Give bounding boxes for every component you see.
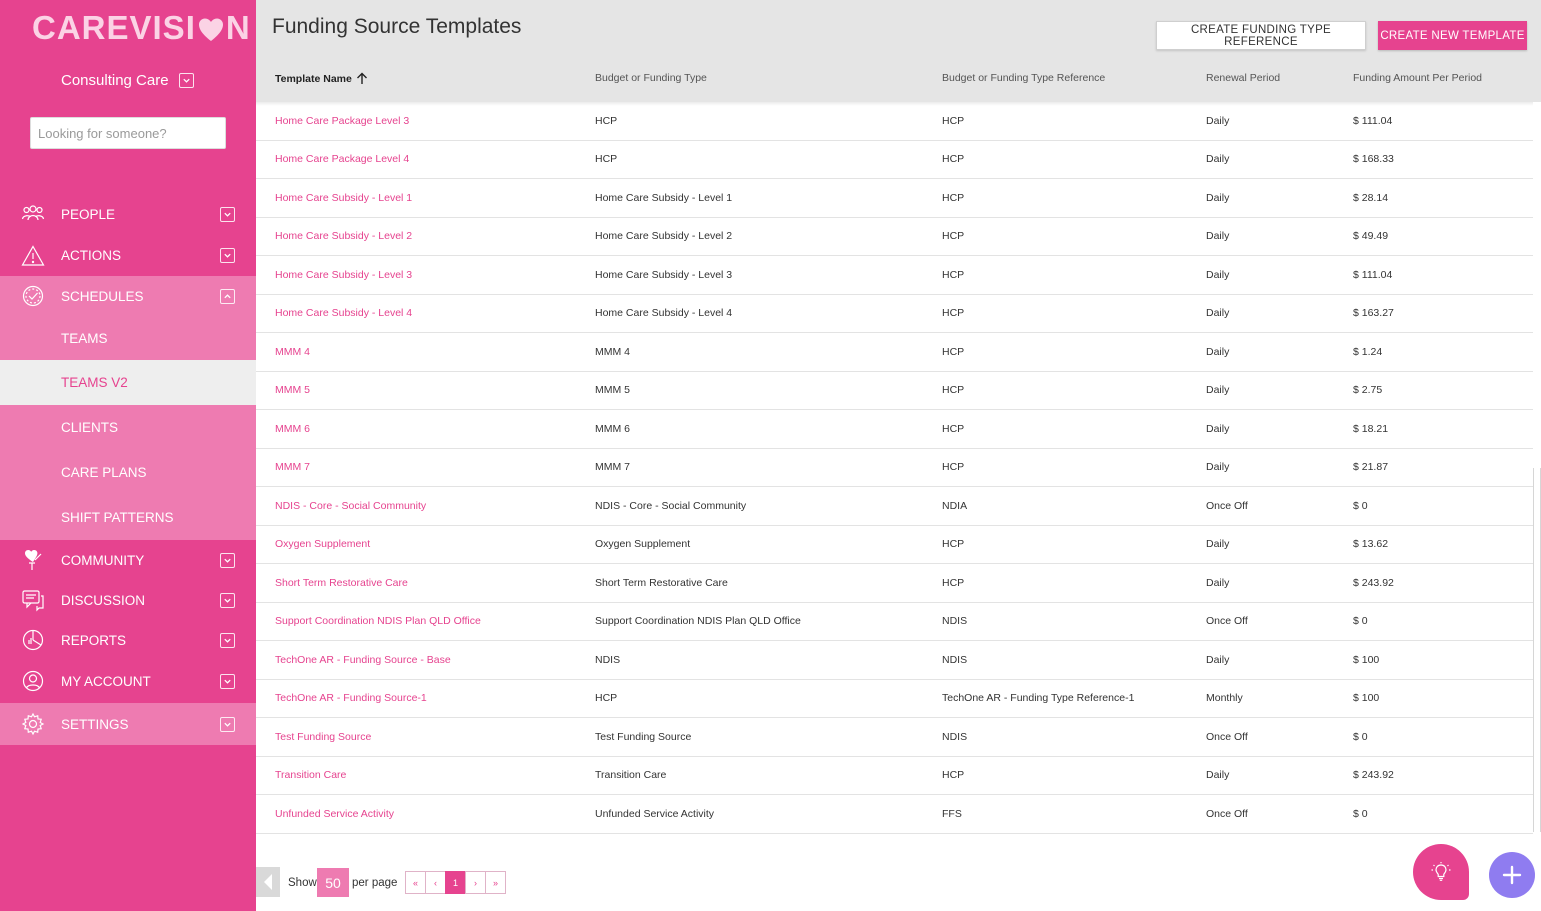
column-header-renewal-period[interactable] xyxy=(1206,72,1280,84)
funding-amount-cell: $ 49.49 xyxy=(1353,230,1389,243)
funding-type-cell: NDIS xyxy=(595,653,621,666)
table-row[interactable] xyxy=(256,757,1533,796)
funding-reference-cell: HCP xyxy=(942,384,965,397)
lightbulb-icon xyxy=(1430,861,1452,883)
funding-amount-cell: $ 2.75 xyxy=(1353,384,1383,397)
funding-reference-cell: TechOne AR - Funding Type Reference-1 xyxy=(942,692,1135,705)
warning-icon xyxy=(20,243,46,269)
nav-schedules[interactable] xyxy=(0,276,256,316)
column-header-template-name[interactable] xyxy=(275,72,368,85)
renewal-period-cell: Daily xyxy=(1206,384,1230,397)
chevron-up-icon xyxy=(220,289,235,304)
funding-reference-cell: HCP xyxy=(942,268,965,281)
user-icon xyxy=(20,668,46,694)
nav-settings-label: SETTINGS xyxy=(61,716,129,732)
person-search-input[interactable] xyxy=(30,117,226,149)
sort-ascending-icon xyxy=(356,72,368,85)
template-name-link[interactable]: MMM 5 xyxy=(275,384,310,397)
funding-amount-cell: $ 111.04 xyxy=(1353,114,1393,127)
nav-reports[interactable] xyxy=(0,620,256,660)
renewal-period-cell: Daily xyxy=(1206,769,1230,782)
renewal-period-cell: Daily xyxy=(1206,268,1230,281)
funding-reference-cell: HCP xyxy=(942,307,965,320)
chevron-down-icon xyxy=(220,207,235,222)
heart-hand-icon xyxy=(20,547,46,573)
funding-amount-cell: $ 0 xyxy=(1353,499,1368,512)
column-header-funding-amount[interactable] xyxy=(1353,72,1482,84)
renewal-period-cell: Daily xyxy=(1206,114,1230,127)
funding-amount-cell: $ 163.27 xyxy=(1353,307,1394,320)
nav-schedules-label: SCHEDULES xyxy=(61,288,144,304)
last-page-button[interactable]: » xyxy=(485,871,506,894)
renewal-period-cell: Daily xyxy=(1206,345,1230,358)
funding-type-cell: HCP xyxy=(595,114,618,127)
nav-my-account-label: MY ACCOUNT xyxy=(61,673,151,689)
funding-reference-cell: HCP xyxy=(942,191,965,204)
funding-type-cell: MMM 7 xyxy=(595,461,630,474)
funding-amount-cell: $ 111.04 xyxy=(1353,268,1393,281)
create-funding-type-reference-button[interactable]: CREATE FUNDING TYPE REFERENCE xyxy=(1156,21,1366,50)
collapse-sidebar-button[interactable] xyxy=(256,867,280,897)
funding-amount-cell: $ 0 xyxy=(1353,730,1368,743)
funding-type-cell: MMM 6 xyxy=(595,422,630,435)
funding-type-cell: Transition Care xyxy=(595,769,667,782)
previous-page-button[interactable]: ‹ xyxy=(425,871,446,894)
organization-name: Consulting Care xyxy=(61,72,169,89)
carevision-logo[interactable] xyxy=(32,10,251,46)
funding-amount-cell: $ 28.14 xyxy=(1353,191,1389,204)
funding-amount-cell: $ 18.21 xyxy=(1353,422,1389,435)
renewal-period-cell: Daily xyxy=(1206,307,1230,320)
template-name-link[interactable]: TechOne AR - Funding Source-1 xyxy=(275,692,427,705)
renewal-period-cell: Daily xyxy=(1206,653,1230,666)
nav-people[interactable] xyxy=(0,193,256,235)
create-new-template-button[interactable]: CREATE NEW TEMPLATE xyxy=(1378,21,1527,50)
table-row[interactable] xyxy=(256,218,1533,257)
chevron-down-icon xyxy=(179,73,194,88)
template-name-link[interactable]: Short Term Restorative Care xyxy=(275,576,408,589)
templates-table-body xyxy=(256,102,1533,834)
funding-type-cell: Home Care Subsidy - Level 3 xyxy=(595,268,733,281)
nav-sub-teams-v2[interactable] xyxy=(0,360,256,405)
funding-reference-cell: HCP xyxy=(942,153,965,166)
funding-type-cell: Test Funding Source xyxy=(595,730,692,743)
table-row[interactable] xyxy=(256,526,1533,565)
funding-reference-cell: HCP xyxy=(942,230,965,243)
table-row[interactable] xyxy=(256,256,1533,295)
template-name-link[interactable]: MMM 7 xyxy=(275,461,310,474)
chevron-down-icon xyxy=(220,553,235,568)
funding-type-cell: NDIS - Core - Social Community xyxy=(595,499,747,512)
renewal-period-cell: Daily xyxy=(1206,422,1230,435)
renewal-period-cell: Daily xyxy=(1206,230,1230,243)
funding-amount-cell: $ 168.33 xyxy=(1353,153,1394,166)
show-label: Show xyxy=(288,877,317,889)
template-name-link[interactable]: Oxygen Supplement xyxy=(275,538,371,551)
nav-sub-teams-v2-label: TEAMS V2 xyxy=(61,375,128,390)
nav-sub-clients-label: CLIENTS xyxy=(61,420,119,435)
template-name-link[interactable]: Home Care Subsidy - Level 4 xyxy=(275,307,413,320)
template-name-link[interactable]: Transition Care xyxy=(275,769,347,782)
gear-icon xyxy=(20,711,46,737)
funding-amount-cell: $ 100 xyxy=(1353,692,1380,705)
chevron-down-icon xyxy=(220,593,235,608)
page-1-button[interactable]: 1 xyxy=(445,871,466,894)
template-name-link[interactable]: Home Care Package Level 4 xyxy=(275,153,410,166)
table-row[interactable] xyxy=(256,141,1533,180)
template-name-link[interactable]: MMM 6 xyxy=(275,422,310,435)
renewal-period-cell: Daily xyxy=(1206,191,1230,204)
nav-discussion[interactable] xyxy=(0,580,256,620)
table-row[interactable] xyxy=(256,102,1533,141)
funding-reference-cell: FFS xyxy=(942,807,962,820)
funding-reference-cell: NDIS xyxy=(942,653,968,666)
funding-type-cell: Unfunded Service Activity xyxy=(595,807,715,820)
funding-amount-cell: $ 0 xyxy=(1353,807,1368,820)
next-page-button[interactable]: › xyxy=(465,871,486,894)
template-name-link[interactable]: Support Coordination NDIS Plan QLD Office xyxy=(275,615,481,628)
sidebar xyxy=(0,0,256,911)
funding-amount-cell: $ 243.92 xyxy=(1353,576,1394,589)
funding-amount-cell: $ 1.24 xyxy=(1353,345,1383,358)
template-name-link[interactable]: Home Care Subsidy - Level 3 xyxy=(275,268,413,281)
nav-reports-label: REPORTS xyxy=(61,632,127,648)
table-row[interactable] xyxy=(256,564,1533,603)
renewal-period-cell: Daily xyxy=(1206,538,1230,551)
table-row[interactable] xyxy=(256,795,1533,834)
funding-type-cell: Short Term Restorative Care xyxy=(595,576,728,589)
nav-discussion-label: DISCUSSION xyxy=(61,592,146,608)
nav-actions[interactable] xyxy=(0,235,256,276)
renewal-period-cell: Daily xyxy=(1206,153,1230,166)
renewal-period-cell: Once Off xyxy=(1206,730,1248,743)
schedule-icon xyxy=(20,283,46,309)
table-row[interactable] xyxy=(256,641,1533,680)
funding-type-cell: MMM 4 xyxy=(595,345,630,358)
chevron-down-icon xyxy=(220,633,235,648)
nav-sub-care-plans-label: CARE PLANS xyxy=(61,465,147,480)
funding-amount-cell: $ 13.62 xyxy=(1353,538,1389,551)
table-row[interactable] xyxy=(256,333,1533,372)
funding-amount-cell: $ 243.92 xyxy=(1353,769,1394,782)
page-title: Funding Source Templates xyxy=(272,15,522,38)
nav-sub-shift-patterns[interactable] xyxy=(0,495,256,540)
per-page-label: per page xyxy=(352,877,398,889)
template-name-link[interactable]: Unfunded Service Activity xyxy=(275,807,395,820)
funding-reference-cell: HCP xyxy=(942,461,965,474)
funding-reference-cell: HCP xyxy=(942,114,965,127)
column-header-label: Renewal Period xyxy=(1206,72,1281,84)
template-name-link[interactable]: Home Care Subsidy - Level 1 xyxy=(275,191,413,204)
nav-settings[interactable] xyxy=(0,703,256,745)
funding-reference-cell: HCP xyxy=(942,576,965,589)
renewal-period-cell: Once Off xyxy=(1206,499,1248,512)
column-header-label: Budget or Funding Type Reference xyxy=(942,72,1106,84)
table-row[interactable] xyxy=(256,410,1533,449)
funding-type-cell: HCP xyxy=(595,153,618,166)
nav-community-label: COMMUNITY xyxy=(61,552,145,568)
funding-type-cell: Home Care Subsidy - Level 1 xyxy=(595,191,733,204)
funding-type-cell: Home Care Subsidy - Level 2 xyxy=(595,230,733,243)
funding-type-cell: HCP xyxy=(595,692,618,705)
funding-reference-cell: NDIS xyxy=(942,730,968,743)
nav-sub-clients[interactable] xyxy=(0,405,256,450)
chevron-down-icon xyxy=(220,248,235,263)
nav-sub-teams[interactable] xyxy=(0,316,256,360)
renewal-period-cell: Once Off xyxy=(1206,615,1248,628)
help-tips-button[interactable] xyxy=(1413,844,1469,900)
logo-text-right: N xyxy=(225,9,251,46)
column-header-funding-type[interactable] xyxy=(595,72,707,84)
template-name-link[interactable]: NDIS - Core - Social Community xyxy=(275,499,427,512)
column-header-label: Funding Amount Per Period xyxy=(1353,72,1482,84)
per-page-select[interactable]: 50 xyxy=(317,868,349,897)
funding-type-cell: MMM 5 xyxy=(595,384,630,397)
nav-community[interactable] xyxy=(0,540,256,580)
column-header-funding-reference[interactable] xyxy=(942,72,1105,84)
table-row[interactable] xyxy=(256,680,1533,719)
table-row[interactable] xyxy=(256,718,1533,757)
pagination xyxy=(405,871,505,894)
table-row[interactable] xyxy=(256,487,1533,526)
template-name-link[interactable]: TechOne AR - Funding Source - Base xyxy=(275,653,451,666)
funding-type-cell: Support Coordination NDIS Plan QLD Office xyxy=(595,615,801,628)
table-row[interactable] xyxy=(256,295,1533,334)
nav-sub-teams-label: TEAMS xyxy=(61,330,108,346)
renewal-period-cell: Daily xyxy=(1206,576,1230,589)
funding-reference-cell: HCP xyxy=(942,538,965,551)
funding-amount-cell: $ 21.87 xyxy=(1353,461,1389,474)
funding-type-cell: Home Care Subsidy - Level 4 xyxy=(595,307,733,320)
column-header-label: Template Name xyxy=(275,72,352,85)
table-row[interactable] xyxy=(256,603,1533,642)
page-header xyxy=(256,0,1541,102)
nav-sub-care-plans[interactable] xyxy=(0,450,256,495)
nav-actions-label: ACTIONS xyxy=(61,248,122,263)
heart-icon xyxy=(197,14,225,42)
scrollbar-thumb[interactable] xyxy=(1533,468,1541,832)
nav-sub-shift-patterns-label: SHIFT PATTERNS xyxy=(61,510,174,525)
funding-reference-cell: HCP xyxy=(942,769,965,782)
template-name-link[interactable]: Home Care Package Level 3 xyxy=(275,114,410,127)
renewal-period-cell: Daily xyxy=(1206,461,1230,474)
funding-reference-cell: HCP xyxy=(942,422,965,435)
table-row[interactable] xyxy=(256,372,1533,411)
nav-my-account[interactable] xyxy=(0,660,256,702)
funding-reference-cell: NDIS xyxy=(942,615,968,628)
chevron-down-icon xyxy=(220,674,235,689)
chat-icon xyxy=(20,587,46,613)
organization-switcher[interactable] xyxy=(61,72,194,89)
template-name-link[interactable]: Test Funding Source xyxy=(275,730,372,743)
table-row[interactable] xyxy=(256,449,1533,488)
renewal-period-cell: Monthly xyxy=(1206,692,1243,705)
template-name-link[interactable]: Home Care Subsidy - Level 2 xyxy=(275,230,413,243)
nav-people-label: PEOPLE xyxy=(61,206,116,222)
people-icon xyxy=(20,201,46,227)
plus-icon xyxy=(1501,864,1523,886)
chevron-down-icon xyxy=(220,717,235,732)
caret-left-icon xyxy=(262,873,274,891)
renewal-period-cell: Once Off xyxy=(1206,807,1248,820)
first-page-button[interactable]: « xyxy=(405,871,426,894)
add-button[interactable] xyxy=(1489,852,1535,898)
funding-reference-cell: HCP xyxy=(942,345,965,358)
funding-type-cell: Oxygen Supplement xyxy=(595,538,691,551)
template-name-link[interactable]: MMM 4 xyxy=(275,345,310,358)
table-row[interactable] xyxy=(256,179,1533,218)
column-header-label: Budget or Funding Type xyxy=(595,72,707,84)
logo-text-left: CAREVISI xyxy=(32,9,196,46)
funding-reference-cell: NDIA xyxy=(942,499,968,512)
funding-amount-cell: $ 100 xyxy=(1353,653,1380,666)
funding-amount-cell: $ 0 xyxy=(1353,615,1368,628)
reports-icon xyxy=(20,627,46,653)
header-shadow xyxy=(256,102,1541,106)
